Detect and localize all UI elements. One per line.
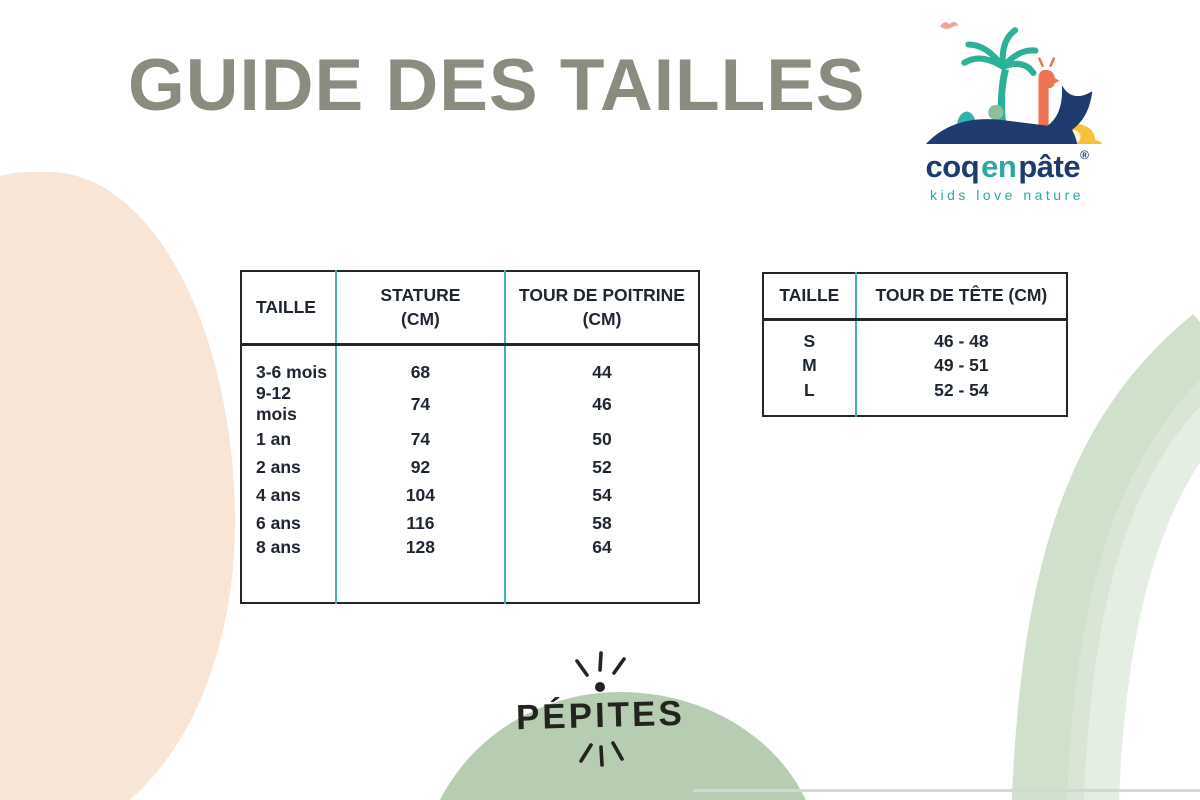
table-row: 8 ans 128 64 [241, 537, 699, 603]
table-row: 2 ans 92 52 [241, 453, 699, 481]
table-row: L 52 - 54 [763, 380, 1067, 416]
brand-logo [900, 12, 1114, 203]
bottom-divider-line [693, 789, 1200, 792]
header-tour-de-tete: TOUR DE TÊTE (CM) [856, 273, 1067, 319]
table-row: 1 an 74 50 [241, 425, 699, 453]
header-taille: TAILLE [241, 271, 336, 345]
table-header-row [241, 271, 699, 345]
brand-tagline: kids love nature [929, 187, 1085, 203]
sparkle-rays-top-icon [554, 650, 646, 696]
clothing-size-table [240, 270, 700, 604]
header-taille: TAILLE [763, 273, 856, 319]
whale-animals-logo-icon [905, 12, 1109, 144]
table-header-row [763, 273, 1067, 319]
brand-name-coq: coq [925, 149, 980, 184]
brand-name-pate: pâte [1018, 149, 1081, 184]
table-row: 9-12 mois 74 46 [241, 383, 699, 425]
pepites-mark [498, 650, 702, 772]
table-row: S 46 - 48 [763, 319, 1067, 352]
header-tour-de-poitrine: TOUR DE POITRINE (CM) [505, 271, 699, 345]
head-size-table [762, 272, 1068, 417]
table-row: 3-6 mois 68 44 [241, 345, 699, 384]
table-row: M 49 - 51 [763, 352, 1067, 380]
table-row: 4 ans 104 54 [241, 481, 699, 509]
table-row: 6 ans 116 58 [241, 509, 699, 537]
sparkle-rays-bottom-icon [554, 736, 646, 772]
header-stature: STATURE (CM) [336, 271, 505, 345]
registered-mark: ® [1080, 148, 1089, 162]
brand-name-en: en [981, 149, 1017, 184]
pepites-label: PÉPITES [515, 693, 685, 738]
brand-name [900, 149, 1114, 182]
page-title: GUIDE DES TAILLES [128, 45, 866, 126]
